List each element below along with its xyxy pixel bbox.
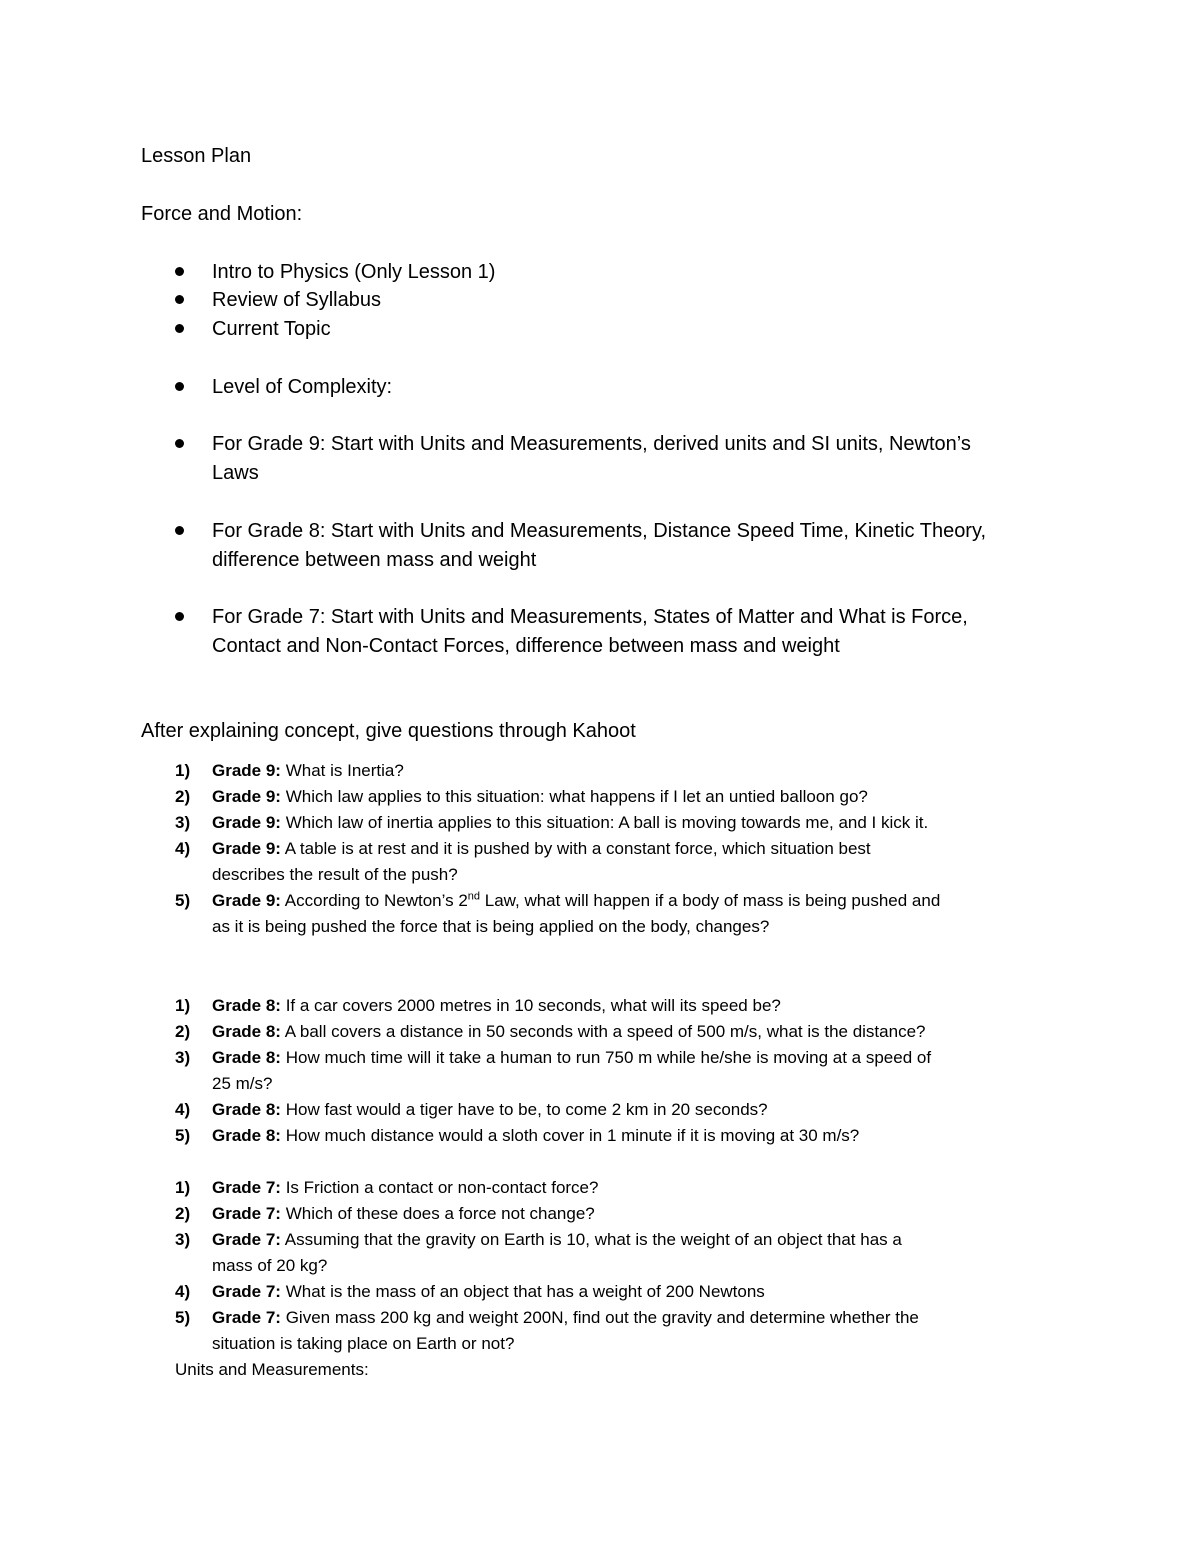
bullet-dot-icon bbox=[175, 324, 184, 333]
document-title: Lesson Plan bbox=[141, 145, 252, 167]
question-text bbox=[212, 1201, 595, 1227]
question-text bbox=[212, 1175, 598, 1201]
question-text-continued: describes the result of the push? bbox=[212, 865, 458, 884]
superscript: nd bbox=[467, 890, 481, 903]
question-number: 1) bbox=[175, 1178, 191, 1197]
grade-label: Grade 9: bbox=[212, 761, 281, 780]
question-body-continued: Law, what will happen if a body of mass is being pushed and bbox=[480, 891, 941, 910]
question-body: Given mass 200 kg and weight 200N, find out the gravity and determine whether the bbox=[280, 1308, 919, 1327]
grade-label: Grade 9: bbox=[212, 813, 281, 832]
question-body: What is the mass of an object that has a weight of 200 Newtons bbox=[280, 1282, 765, 1301]
question-text bbox=[212, 810, 928, 836]
question-number: 4) bbox=[175, 1282, 191, 1301]
grade-label: Grade 7: bbox=[212, 1308, 281, 1327]
bullet-text-continued: difference between mass and weight bbox=[212, 549, 537, 571]
units-measurements-label: Units and Measurements: bbox=[175, 1360, 369, 1379]
question-text bbox=[212, 1019, 925, 1045]
question-body: How much time will it take a human to run 750 m while he/she is moving at a speed of bbox=[280, 1048, 932, 1067]
question-text-continued: as it is being pushed the force that is being applied on the body, changes? bbox=[212, 917, 770, 936]
question-body: How much distance would a sloth cover in 1 minute if it is moving at 30 m/s? bbox=[280, 1126, 860, 1145]
kahoot-heading: After explaining concept, give questions through Kahoot bbox=[141, 720, 636, 742]
grade-label: Grade 8: bbox=[212, 1048, 281, 1067]
question-text bbox=[212, 1045, 931, 1071]
grade-label: Grade 8: bbox=[212, 996, 281, 1015]
question-text bbox=[212, 1279, 765, 1305]
section-title: Force and Motion: bbox=[141, 203, 303, 225]
question-text-continued: situation is taking place on Earth or not? bbox=[212, 1334, 515, 1353]
question-text bbox=[212, 836, 871, 862]
question-body: Which law of inertia applies to this situation: A ball is moving towards me, and I kick it. bbox=[280, 813, 929, 832]
question-number: 2) bbox=[175, 1022, 191, 1041]
question-number: 1) bbox=[175, 761, 191, 780]
question-body: If a car covers 2000 metres in 10 seconds, what will its speed be? bbox=[280, 996, 781, 1015]
question-number: 2) bbox=[175, 1204, 191, 1223]
question-body: Is Friction a contact or non-contact force? bbox=[280, 1178, 599, 1197]
grade-label: Grade 8: bbox=[212, 1022, 281, 1041]
grade-label: Grade 7: bbox=[212, 1178, 281, 1197]
bullet-text-continued: Contact and Non-Contact Forces, difference between mass and weight bbox=[212, 635, 840, 657]
question-body: How fast would a tiger have to be, to come 2 km in 20 seconds? bbox=[280, 1100, 768, 1119]
bullet-dot-icon bbox=[175, 267, 184, 276]
question-text bbox=[212, 1097, 768, 1123]
question-body: A table is at rest and it is pushed by with a constant force, which situation best bbox=[280, 839, 871, 858]
grade-label: Grade 9: bbox=[212, 787, 281, 806]
grade-label: Grade 7: bbox=[212, 1282, 281, 1301]
bullet-dot-icon bbox=[175, 295, 184, 304]
question-text-continued: mass of 20 kg? bbox=[212, 1256, 328, 1275]
bullet-text: Current Topic bbox=[212, 318, 331, 340]
question-body: What is Inertia? bbox=[280, 761, 404, 780]
question-number: 5) bbox=[175, 1126, 191, 1145]
question-text-continued: 25 m/s? bbox=[212, 1074, 273, 1093]
question-number: 3) bbox=[175, 813, 191, 832]
bullet-text: Level of Complexity: bbox=[212, 376, 393, 398]
question-text bbox=[212, 784, 868, 810]
question-number: 5) bbox=[175, 1308, 191, 1327]
bullet-dot-icon bbox=[175, 612, 184, 621]
question-text bbox=[212, 888, 940, 914]
question-number: 1) bbox=[175, 996, 191, 1015]
grade-label: Grade 7: bbox=[212, 1230, 281, 1249]
question-number: 4) bbox=[175, 1100, 191, 1119]
question-text bbox=[212, 1305, 919, 1331]
question-number: 4) bbox=[175, 839, 191, 858]
question-number: 2) bbox=[175, 787, 191, 806]
bullet-text-continued: Laws bbox=[212, 462, 259, 484]
grade-label: Grade 8: bbox=[212, 1126, 281, 1145]
grade-label: Grade 9: bbox=[212, 839, 281, 858]
question-body: According to Newton’s 2 bbox=[280, 891, 468, 910]
question-number: 3) bbox=[175, 1230, 191, 1249]
grade-label: Grade 8: bbox=[212, 1100, 281, 1119]
bullet-text: Review of Syllabus bbox=[212, 289, 381, 311]
question-text bbox=[212, 1227, 902, 1253]
question-body: Assuming that the gravity on Earth is 10, what is the weight of an object that has a bbox=[280, 1230, 902, 1249]
question-body: A ball covers a distance in 50 seconds with a speed of 500 m/s, what is the distance? bbox=[280, 1022, 926, 1041]
grade-label: Grade 9: bbox=[212, 891, 281, 910]
question-body: Which law applies to this situation: what happens if I let an untied balloon go? bbox=[280, 787, 868, 806]
bullet-dot-icon bbox=[175, 382, 184, 391]
question-body: Which of these does a force not change? bbox=[280, 1204, 595, 1223]
question-text bbox=[212, 758, 404, 784]
bullet-text: For Grade 9: Start with Units and Measurements, derived units and SI units, Newton’s bbox=[212, 433, 971, 455]
bullet-text: For Grade 8: Start with Units and Measurements, Distance Speed Time, Kinetic Theory, bbox=[212, 520, 987, 542]
bullet-dot-icon bbox=[175, 439, 184, 448]
question-text bbox=[212, 1123, 859, 1149]
question-number: 5) bbox=[175, 891, 191, 910]
question-number: 3) bbox=[175, 1048, 191, 1067]
question-text bbox=[212, 993, 781, 1019]
bullet-text: For Grade 7: Start with Units and Measurements, States of Matter and What is Force, bbox=[212, 606, 968, 628]
grade-label: Grade 7: bbox=[212, 1204, 281, 1223]
bullet-text: Intro to Physics (Only Lesson 1) bbox=[212, 261, 496, 283]
bullet-dot-icon bbox=[175, 526, 184, 535]
